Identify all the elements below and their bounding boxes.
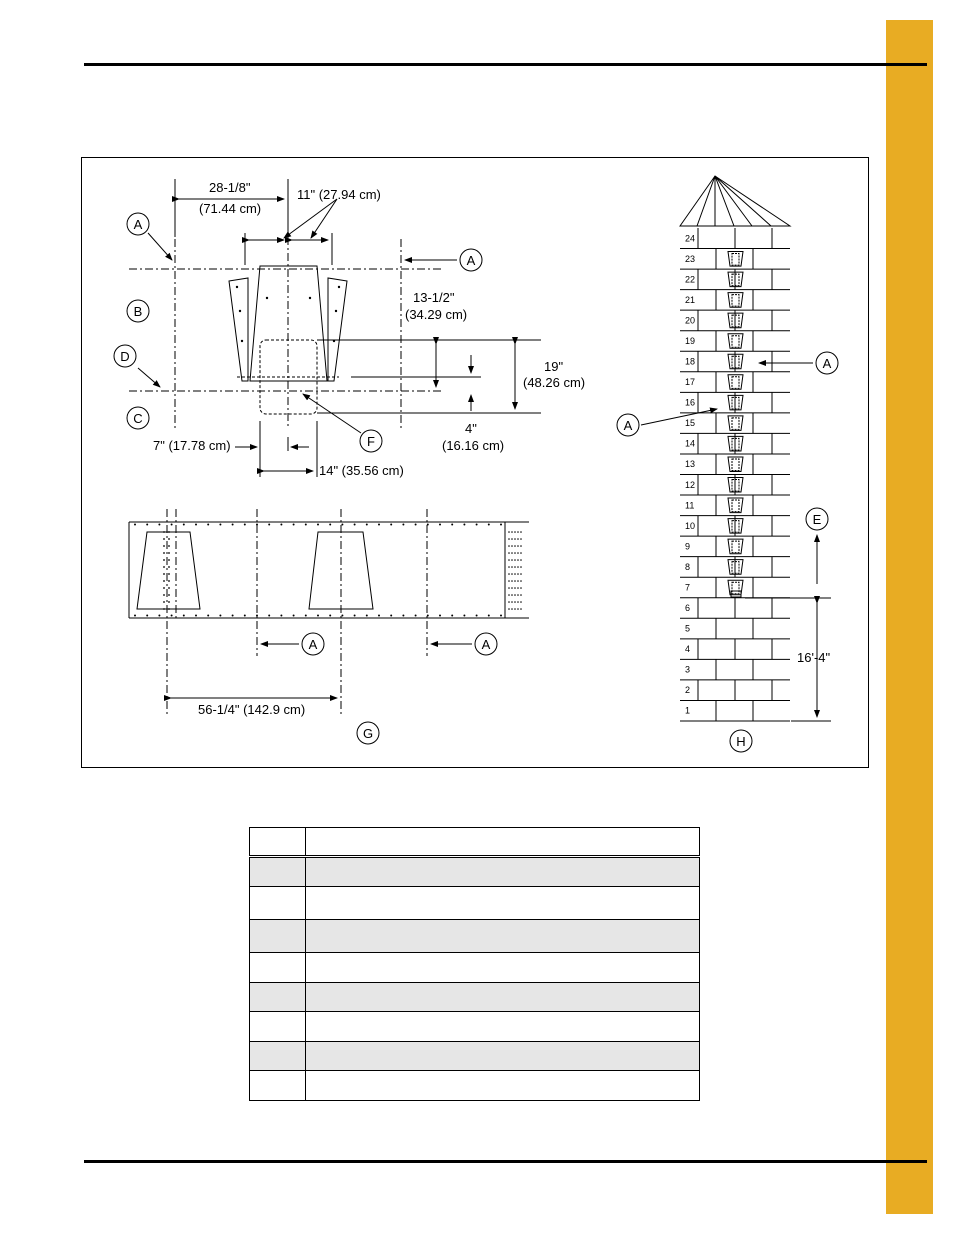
table-row: [250, 1042, 700, 1071]
table-cell: [306, 1042, 700, 1071]
dim-13-1-2: 13-1/2": [413, 290, 455, 305]
parts-table: [249, 827, 700, 1101]
callout-a: A: [623, 418, 633, 433]
table-cell: [306, 983, 700, 1012]
dim-16-4: 16'-4": [797, 650, 831, 665]
ring-number: 15: [685, 418, 696, 429]
chapter-tab: [886, 20, 933, 1214]
drawing: [82, 158, 868, 767]
table-cell: [250, 887, 306, 920]
sheet-bolt-holes: [134, 524, 522, 617]
ring-number: 14: [685, 438, 696, 449]
ring-number: 18: [685, 356, 696, 367]
dim-16-16-cm: (16.16 cm): [442, 438, 505, 453]
callout-g: G: [362, 726, 374, 741]
figure-frame: [81, 157, 869, 768]
header-rule: [84, 63, 927, 66]
dim-4: 4": [465, 421, 477, 436]
dim-28-1-8: 28-1/8": [209, 180, 251, 195]
callout-f: F: [367, 434, 375, 449]
ring-number: 13: [685, 459, 696, 470]
ring-number: 3: [685, 664, 691, 675]
ring-number: 8: [685, 561, 691, 572]
callout-a: A: [822, 356, 832, 371]
table-cell: [306, 1071, 700, 1101]
table-row: [250, 983, 700, 1012]
table-cell: [306, 1012, 700, 1042]
callout-a: A: [466, 253, 476, 268]
table-row: [250, 920, 700, 953]
ring-number: 22: [685, 274, 696, 285]
silo-elevation: [617, 176, 838, 752]
footer-rule: [84, 1160, 927, 1163]
ring-number: 19: [685, 336, 696, 346]
callout-c: C: [133, 411, 143, 426]
table-cell: [306, 887, 700, 920]
ring-number: 7: [685, 582, 691, 593]
table-row: [250, 953, 700, 983]
table-row: [250, 1071, 700, 1101]
dim-11: 11" (27.94 cm): [297, 187, 381, 202]
silo-rings: [680, 228, 790, 721]
header-cell: [306, 828, 700, 857]
callout-e: E: [812, 512, 822, 527]
ring-number: 23: [685, 253, 696, 264]
table-cell: [250, 1071, 306, 1101]
opening-detail: [114, 179, 541, 477]
callout-b: B: [133, 304, 143, 319]
sheet-layout: [129, 509, 529, 744]
dim-71-44-cm: (71.44 cm): [199, 201, 262, 216]
dim-48-26-cm: (48.26 cm): [523, 375, 586, 390]
callout-d: D: [120, 349, 130, 364]
callout-a: A: [481, 637, 491, 652]
table-row: [250, 1012, 700, 1042]
ring-number: 24: [685, 233, 696, 244]
ring-number: 16: [685, 397, 696, 408]
dim-19: 19": [544, 359, 564, 374]
table-cell: [250, 1042, 306, 1071]
ring-number: 2: [685, 685, 691, 696]
table-cell: [250, 857, 306, 887]
callout-h: H: [736, 734, 746, 749]
table-cell: [250, 983, 306, 1012]
ring-number: 11: [685, 500, 695, 511]
dim-7: 7" (17.78 cm): [153, 438, 231, 453]
ring-number: 6: [685, 603, 691, 613]
table-cell: [250, 920, 306, 953]
ring-number: 17: [685, 377, 696, 388]
table-cell: [306, 857, 700, 887]
callout-a: A: [133, 217, 143, 232]
dim-34-29-cm: (34.29 cm): [405, 307, 468, 322]
header-cell: [250, 828, 306, 857]
table-cell: [306, 953, 700, 983]
ring-number: 12: [685, 479, 696, 490]
table-cell: [250, 1012, 306, 1042]
callout-a: A: [308, 637, 318, 652]
ring-number: 5: [685, 623, 691, 634]
table-cell: [250, 953, 306, 983]
table-row: [250, 857, 700, 887]
table-row: [250, 887, 700, 920]
ring-number: 4: [685, 644, 691, 655]
ring-number: 20: [685, 315, 696, 326]
dim-14: 14" (35.56 cm): [319, 463, 404, 478]
ring-number: 21: [685, 294, 696, 305]
table-cell: [306, 920, 700, 953]
dim-56-1-4: 56-1/4" (142.9 cm): [198, 702, 306, 717]
table-header: [250, 828, 700, 857]
ring-number: 10: [685, 520, 696, 531]
ring-number: 9: [685, 541, 691, 552]
ring-number: 1: [685, 705, 691, 716]
